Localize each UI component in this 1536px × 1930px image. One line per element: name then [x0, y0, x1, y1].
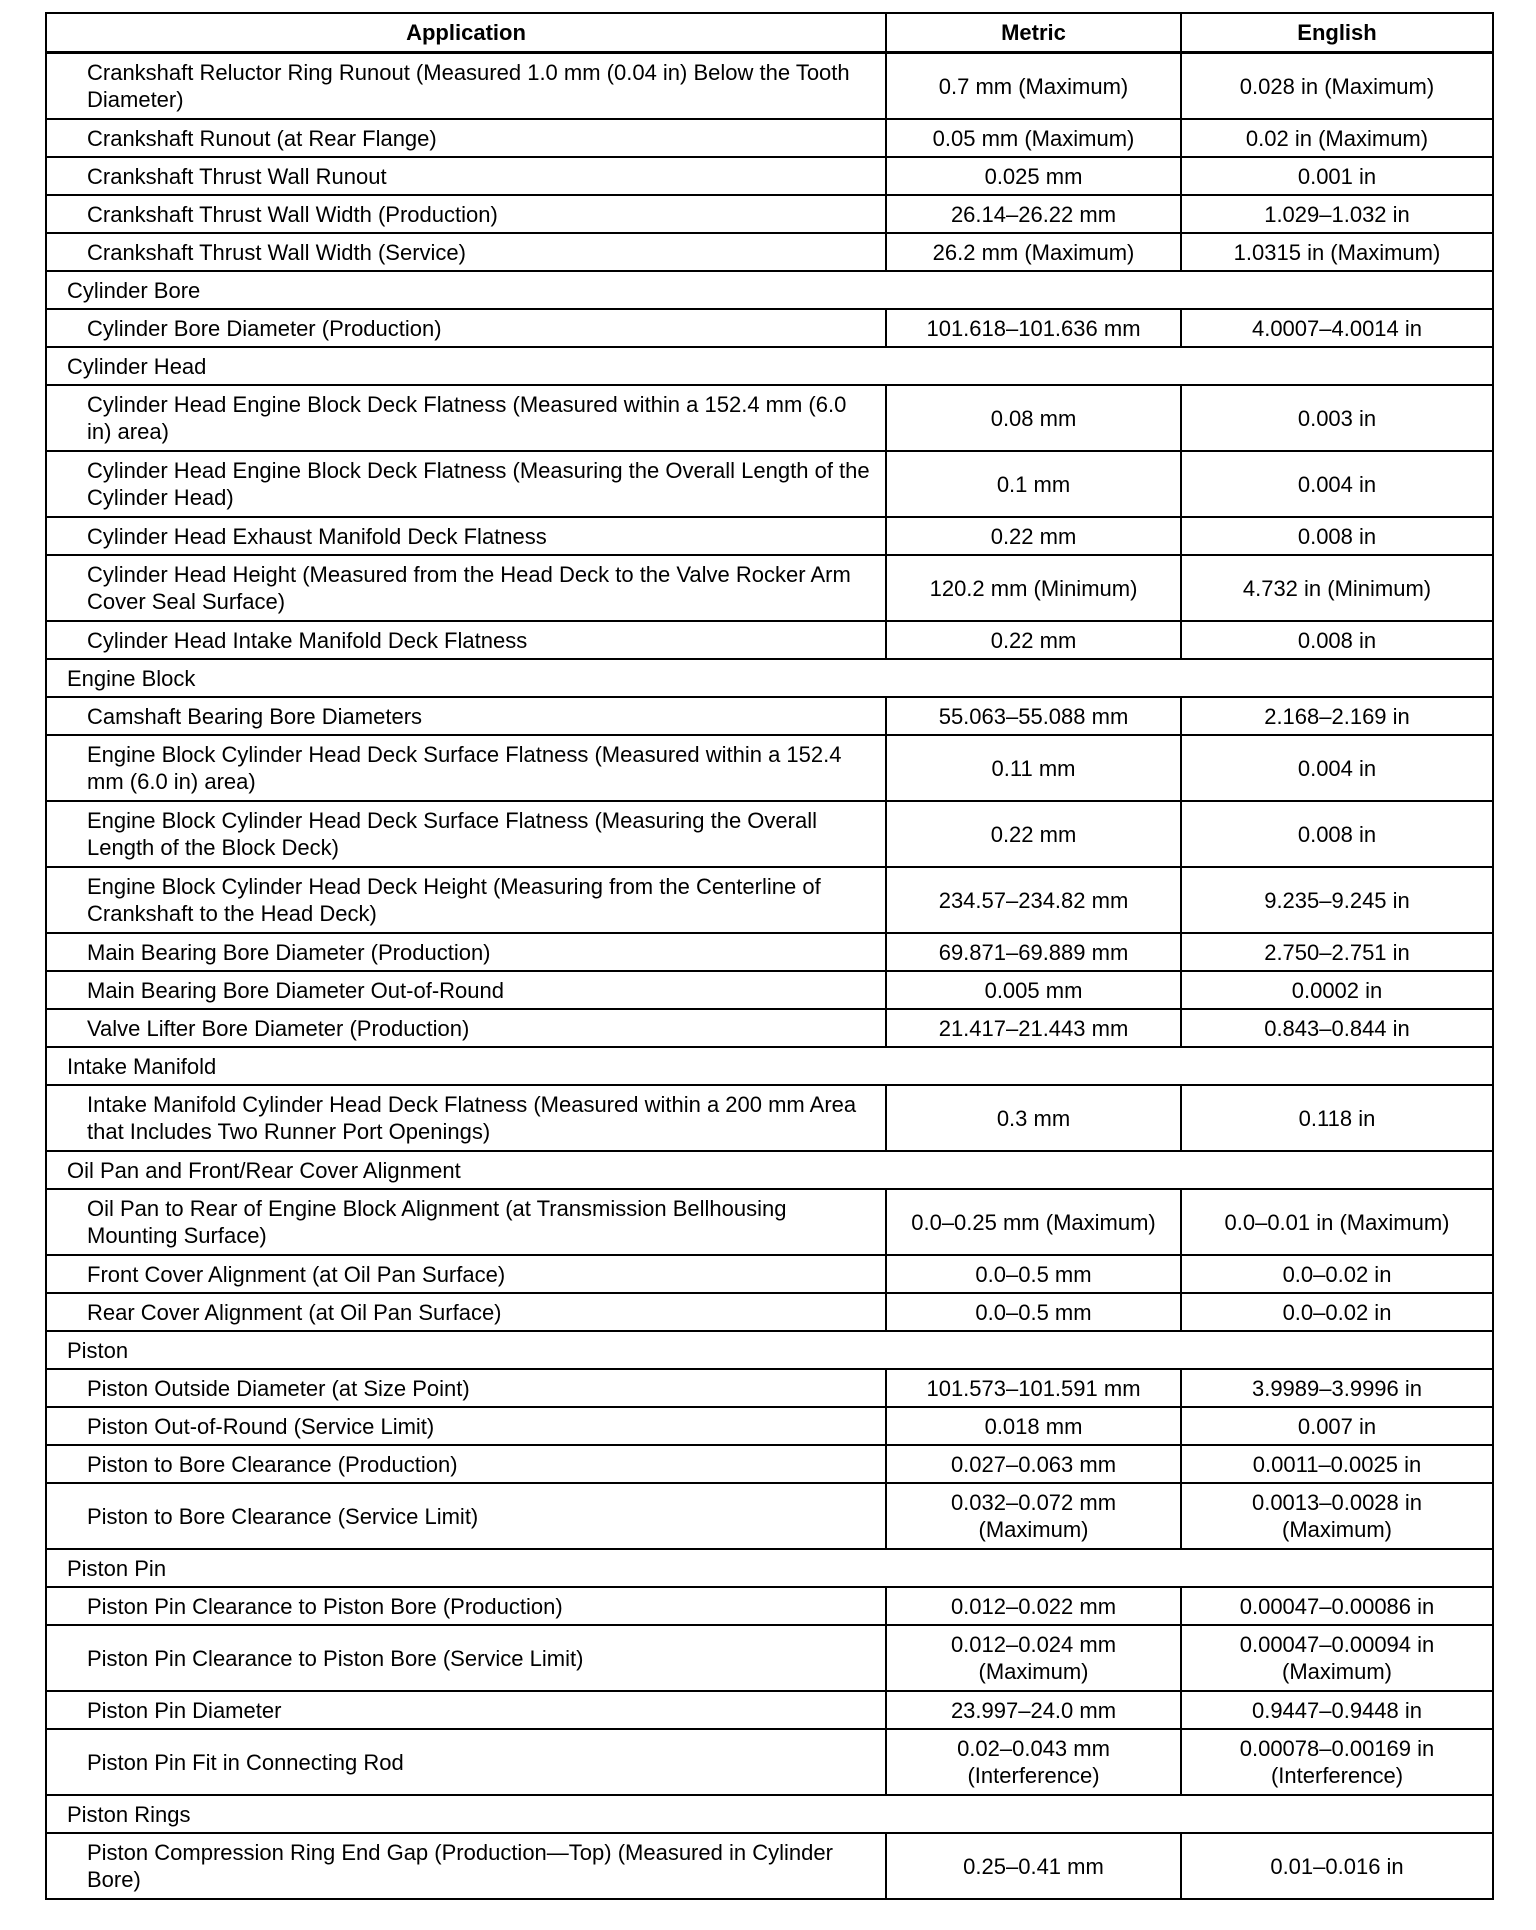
application-cell: Intake Manifold Cylinder Head Deck Flatness (Measured within a 200 mm Area that Includes Two Runner Port Openings): [46, 1085, 886, 1151]
application-cell: Piston Outside Diameter (at Size Point): [46, 1369, 886, 1407]
metric-cell: 23.997–24.0 mm: [886, 1691, 1181, 1729]
table-row: [46, 1833, 1493, 1899]
table-row: [46, 1293, 1493, 1331]
table-row: [46, 1729, 1493, 1795]
section-title: Cylinder Head: [46, 347, 1493, 385]
metric-cell: 55.063–55.088 mm: [886, 697, 1181, 735]
application-cell: Piston to Bore Clearance (Service Limit): [46, 1483, 886, 1549]
metric-cell: 0.08 mm: [886, 385, 1181, 451]
table-row: [46, 1587, 1493, 1625]
metric-cell: 0.11 mm: [886, 735, 1181, 801]
metric-cell: 0.027–0.063 mm: [886, 1445, 1181, 1483]
english-cell: 0.118 in: [1181, 1085, 1493, 1151]
english-cell: 0.003 in: [1181, 385, 1493, 451]
metric-cell: 0.7 mm (Maximum): [886, 53, 1181, 120]
application-cell: Engine Block Cylinder Head Deck Surface Flatness (Measuring the Overall Length of the Block Deck): [46, 801, 886, 867]
header-english: English: [1181, 13, 1493, 53]
section-row: [46, 1151, 1493, 1189]
application-cell: Main Bearing Bore Diameter Out-of-Round: [46, 971, 886, 1009]
section-row: [46, 1047, 1493, 1085]
application-cell: Piston Pin Fit in Connecting Rod: [46, 1729, 886, 1795]
section-title: Cylinder Bore: [46, 271, 1493, 309]
table-row: [46, 1189, 1493, 1255]
specifications-table: [45, 12, 1494, 1900]
application-cell: Piston Compression Ring End Gap (Production—Top) (Measured in Cylinder Bore): [46, 1833, 886, 1899]
metric-cell: 0.005 mm: [886, 971, 1181, 1009]
application-cell: Cylinder Head Height (Measured from the Head Deck to the Valve Rocker Arm Cover Seal Surface): [46, 555, 886, 621]
table-row: [46, 1483, 1493, 1549]
metric-cell: 234.57–234.82 mm: [886, 867, 1181, 933]
table-row: [46, 1009, 1493, 1047]
application-cell: Crankshaft Runout (at Rear Flange): [46, 119, 886, 157]
metric-cell: 0.012–0.024 mm (Maximum): [886, 1625, 1181, 1691]
table-row: [46, 697, 1493, 735]
english-cell: 0.008 in: [1181, 801, 1493, 867]
english-cell: 0.001 in: [1181, 157, 1493, 195]
application-cell: Crankshaft Thrust Wall Width (Production): [46, 195, 886, 233]
english-cell: 0.028 in (Maximum): [1181, 53, 1493, 120]
table-row: [46, 233, 1493, 271]
table-row: [46, 53, 1493, 120]
header-row: [46, 13, 1493, 53]
application-cell: Piston Pin Diameter: [46, 1691, 886, 1729]
table-row: [46, 1255, 1493, 1293]
section-title: Piston Rings: [46, 1795, 1493, 1833]
section-row: [46, 1549, 1493, 1587]
table-row: [46, 555, 1493, 621]
application-cell: Front Cover Alignment (at Oil Pan Surface): [46, 1255, 886, 1293]
table-row: [46, 1407, 1493, 1445]
metric-cell: 0.22 mm: [886, 621, 1181, 659]
metric-cell: 0.0–0.25 mm (Maximum): [886, 1189, 1181, 1255]
table-row: [46, 195, 1493, 233]
english-cell: 0.0–0.02 in: [1181, 1293, 1493, 1331]
application-cell: Piston Pin Clearance to Piston Bore (Service Limit): [46, 1625, 886, 1691]
section-title: Piston Pin: [46, 1549, 1493, 1587]
section-title: Piston: [46, 1331, 1493, 1369]
table-row: [46, 933, 1493, 971]
english-cell: 0.843–0.844 in: [1181, 1009, 1493, 1047]
application-cell: Piston to Bore Clearance (Production): [46, 1445, 886, 1483]
metric-cell: 0.0–0.5 mm: [886, 1255, 1181, 1293]
english-cell: 0.00078–0.00169 in (Interference): [1181, 1729, 1493, 1795]
english-cell: 3.9989–3.9996 in: [1181, 1369, 1493, 1407]
english-cell: 0.008 in: [1181, 621, 1493, 659]
table-row: [46, 735, 1493, 801]
section-row: [46, 659, 1493, 697]
table-row: [46, 801, 1493, 867]
english-cell: 0.004 in: [1181, 735, 1493, 801]
section-row: [46, 271, 1493, 309]
english-cell: 0.0–0.01 in (Maximum): [1181, 1189, 1493, 1255]
metric-cell: 0.032–0.072 mm (Maximum): [886, 1483, 1181, 1549]
section-title: Engine Block: [46, 659, 1493, 697]
english-cell: 4.732 in (Minimum): [1181, 555, 1493, 621]
table-body: [46, 53, 1493, 1900]
metric-cell: 0.05 mm (Maximum): [886, 119, 1181, 157]
application-cell: Valve Lifter Bore Diameter (Production): [46, 1009, 886, 1047]
section-row: [46, 347, 1493, 385]
english-cell: 0.00047–0.00086 in: [1181, 1587, 1493, 1625]
english-cell: 0.0–0.02 in: [1181, 1255, 1493, 1293]
table-row: [46, 1691, 1493, 1729]
application-cell: Engine Block Cylinder Head Deck Surface Flatness (Measured within a 152.4 mm (6.0 in) area): [46, 735, 886, 801]
application-cell: Crankshaft Thrust Wall Runout: [46, 157, 886, 195]
section-row: [46, 1331, 1493, 1369]
application-cell: Cylinder Head Exhaust Manifold Deck Flatness: [46, 517, 886, 555]
application-cell: Rear Cover Alignment (at Oil Pan Surface): [46, 1293, 886, 1331]
english-cell: 2.750–2.751 in: [1181, 933, 1493, 971]
application-cell: Crankshaft Reluctor Ring Runout (Measured 1.0 mm (0.04 in) Below the Tooth Diameter): [46, 53, 886, 120]
metric-cell: 0.0–0.5 mm: [886, 1293, 1181, 1331]
english-cell: 0.9447–0.9448 in: [1181, 1691, 1493, 1729]
table-row: [46, 1445, 1493, 1483]
section-title: Intake Manifold: [46, 1047, 1493, 1085]
table-row: [46, 621, 1493, 659]
table-row: [46, 1085, 1493, 1151]
metric-cell: 0.018 mm: [886, 1407, 1181, 1445]
table-row: [46, 1625, 1493, 1691]
english-cell: 0.004 in: [1181, 451, 1493, 517]
english-cell: 1.029–1.032 in: [1181, 195, 1493, 233]
table-row: [46, 119, 1493, 157]
english-cell: 0.01–0.016 in: [1181, 1833, 1493, 1899]
english-cell: 0.02 in (Maximum): [1181, 119, 1493, 157]
metric-cell: 120.2 mm (Minimum): [886, 555, 1181, 621]
english-cell: 2.168–2.169 in: [1181, 697, 1493, 735]
section-title: Oil Pan and Front/Rear Cover Alignment: [46, 1151, 1493, 1189]
metric-cell: 0.02–0.043 mm (Interference): [886, 1729, 1181, 1795]
header-metric: Metric: [886, 13, 1181, 53]
table-row: [46, 1369, 1493, 1407]
english-cell: 0.007 in: [1181, 1407, 1493, 1445]
table-row: [46, 451, 1493, 517]
metric-cell: 0.25–0.41 mm: [886, 1833, 1181, 1899]
metric-cell: 0.1 mm: [886, 451, 1181, 517]
english-cell: 0.0002 in: [1181, 971, 1493, 1009]
table-row: [46, 309, 1493, 347]
application-cell: Cylinder Head Engine Block Deck Flatness (Measured within a 152.4 mm (6.0 in) area): [46, 385, 886, 451]
table-row: [46, 517, 1493, 555]
english-cell: 0.00047–0.00094 in (Maximum): [1181, 1625, 1493, 1691]
application-cell: Engine Block Cylinder Head Deck Height (Measuring from the Centerline of Crankshaft to the Head Deck): [46, 867, 886, 933]
application-cell: Cylinder Head Engine Block Deck Flatness (Measuring the Overall Length of the Cylinder Head): [46, 451, 886, 517]
english-cell: 4.0007–4.0014 in: [1181, 309, 1493, 347]
application-cell: Cylinder Head Intake Manifold Deck Flatness: [46, 621, 886, 659]
metric-cell: 21.417–21.443 mm: [886, 1009, 1181, 1047]
metric-cell: 69.871–69.889 mm: [886, 933, 1181, 971]
metric-cell: 101.573–101.591 mm: [886, 1369, 1181, 1407]
application-cell: Piston Pin Clearance to Piston Bore (Production): [46, 1587, 886, 1625]
metric-cell: 0.22 mm: [886, 517, 1181, 555]
table-row: [46, 867, 1493, 933]
english-cell: 0.0013–0.0028 in (Maximum): [1181, 1483, 1493, 1549]
section-row: [46, 1795, 1493, 1833]
metric-cell: 0.025 mm: [886, 157, 1181, 195]
metric-cell: 26.2 mm (Maximum): [886, 233, 1181, 271]
application-cell: Cylinder Bore Diameter (Production): [46, 309, 886, 347]
table-row: [46, 385, 1493, 451]
table-row: [46, 971, 1493, 1009]
application-cell: Oil Pan to Rear of Engine Block Alignment (at Transmission Bellhousing Mounting Surface): [46, 1189, 886, 1255]
table-row: [46, 157, 1493, 195]
application-cell: Piston Out-of-Round (Service Limit): [46, 1407, 886, 1445]
application-cell: Main Bearing Bore Diameter (Production): [46, 933, 886, 971]
metric-cell: 26.14–26.22 mm: [886, 195, 1181, 233]
metric-cell: 0.22 mm: [886, 801, 1181, 867]
english-cell: 1.0315 in (Maximum): [1181, 233, 1493, 271]
application-cell: Camshaft Bearing Bore Diameters: [46, 697, 886, 735]
english-cell: 0.0011–0.0025 in: [1181, 1445, 1493, 1483]
metric-cell: 0.012–0.022 mm: [886, 1587, 1181, 1625]
application-cell: Crankshaft Thrust Wall Width (Service): [46, 233, 886, 271]
metric-cell: 101.618–101.636 mm: [886, 309, 1181, 347]
header-application: Application: [46, 13, 886, 53]
english-cell: 0.008 in: [1181, 517, 1493, 555]
metric-cell: 0.3 mm: [886, 1085, 1181, 1151]
english-cell: 9.235–9.245 in: [1181, 867, 1493, 933]
